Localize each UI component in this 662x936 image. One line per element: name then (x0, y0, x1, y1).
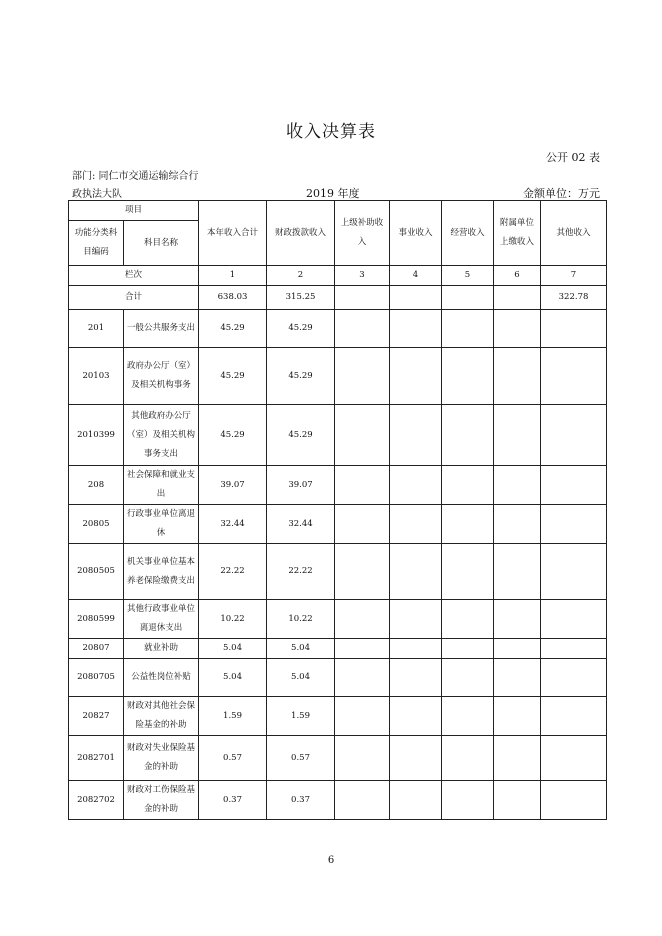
index-cell: 1 (199, 266, 267, 286)
header-col-fiscal: 财政拨款收入 (267, 201, 335, 266)
total-row (69, 286, 607, 310)
row-fiscal-cell: 45.29 (267, 348, 335, 405)
row-fiscal-cell: 39.07 (267, 466, 335, 505)
row-affiliated-cell (494, 544, 541, 600)
index-cell: 4 (390, 266, 442, 286)
row-upper-cell (335, 639, 390, 659)
header-col-business: 事业收入 (390, 201, 442, 266)
row-total-cell: 45.29 (199, 348, 267, 405)
row-total-cell: 22.22 (199, 544, 267, 600)
row-name-cell: 一般公共服务支出 (124, 310, 199, 348)
row-affiliated-cell (494, 697, 541, 736)
row-fiscal-cell: 0.37 (267, 781, 335, 820)
row-fiscal-cell: 1.59 (267, 697, 335, 736)
table-row (69, 544, 607, 600)
row-fiscal-cell: 5.04 (267, 639, 335, 659)
department-line-2: 政执法大队 (72, 189, 122, 200)
header-col-affiliated: 附属单位上缴收入 (494, 201, 541, 266)
table-row (69, 348, 607, 405)
total-cell: 315.25 (267, 286, 335, 310)
row-code-cell: 20805 (69, 505, 124, 544)
row-total-cell: 45.29 (199, 310, 267, 348)
index-cell: 6 (494, 266, 541, 286)
row-code-cell: 20827 (69, 697, 124, 736)
row-business-cell (390, 697, 442, 736)
row-name-cell: 公益性岗位补贴 (124, 659, 199, 697)
total-cell (390, 286, 442, 310)
row-name-cell: 财政对工伤保险基金的补助 (124, 781, 199, 820)
row-affiliated-cell (494, 466, 541, 505)
row-code-cell: 201 (69, 310, 124, 348)
row-affiliated-cell (494, 348, 541, 405)
row-upper-cell (335, 697, 390, 736)
page-number: 6 (327, 855, 335, 866)
row-upper-cell (335, 505, 390, 544)
row-code-cell: 20807 (69, 639, 124, 659)
index-label: 栏次 (69, 266, 199, 286)
row-upper-cell (335, 600, 390, 639)
row-name-cell: 财政对失业保险基金的补助 (124, 736, 199, 781)
row-fiscal-cell: 32.44 (267, 505, 335, 544)
index-cell: 2 (267, 266, 335, 286)
row-affiliated-cell (494, 505, 541, 544)
header-row-1 (69, 201, 607, 221)
row-business-cell (390, 466, 442, 505)
amount-unit: 金额单位：万元 (523, 187, 600, 200)
header-col-upper: 上级补助收入 (335, 201, 390, 266)
row-name-cell: 就业补助 (124, 639, 199, 659)
row-other-cell (541, 639, 607, 659)
table-row (69, 697, 607, 736)
header-subject-name: 科目名称 (124, 221, 199, 266)
index-cell: 3 (335, 266, 390, 286)
row-business-cell (390, 405, 442, 466)
row-code-cell: 2080505 (69, 544, 124, 600)
row-other-cell (541, 310, 607, 348)
row-business-cell (390, 781, 442, 820)
row-other-cell (541, 781, 607, 820)
row-operating-cell (442, 466, 494, 505)
row-total-cell: 39.07 (199, 466, 267, 505)
row-code-cell: 20103 (69, 348, 124, 405)
row-other-cell (541, 505, 607, 544)
row-total-cell: 0.57 (199, 736, 267, 781)
row-total-cell: 45.29 (199, 405, 267, 466)
total-cell: 638.03 (199, 286, 267, 310)
row-affiliated-cell (494, 310, 541, 348)
row-operating-cell (442, 697, 494, 736)
row-name-cell: 社会保障和就业支出 (124, 466, 199, 505)
row-other-cell (541, 544, 607, 600)
row-fiscal-cell: 10.22 (267, 600, 335, 639)
table-row (69, 405, 607, 466)
row-code-cell: 208 (69, 466, 124, 505)
row-other-cell (541, 405, 607, 466)
department-line-1: 部门: 同仁市交通运输综合行 (72, 171, 199, 182)
row-total-cell: 10.22 (199, 600, 267, 639)
row-other-cell (541, 600, 607, 639)
table-row (69, 466, 607, 505)
row-affiliated-cell (494, 781, 541, 820)
table-row (69, 659, 607, 697)
row-code-cell: 2080599 (69, 600, 124, 639)
row-name-cell: 机关事业单位基本养老保险缴费支出 (124, 544, 199, 600)
row-total-cell: 32.44 (199, 505, 267, 544)
row-business-cell (390, 505, 442, 544)
row-upper-cell (335, 736, 390, 781)
row-total-cell: 5.04 (199, 639, 267, 659)
row-code-cell: 2082702 (69, 781, 124, 820)
row-upper-cell (335, 405, 390, 466)
row-name-cell: 政府办公厅（室）及相关机构事务 (124, 348, 199, 405)
index-cell: 7 (541, 266, 607, 286)
header-col-total: 本年收入合计 (199, 201, 267, 266)
row-upper-cell (335, 781, 390, 820)
table-row (69, 505, 607, 544)
row-upper-cell (335, 310, 390, 348)
row-other-cell (541, 736, 607, 781)
row-total-cell: 1.59 (199, 697, 267, 736)
total-cell: 322.78 (541, 286, 607, 310)
row-affiliated-cell (494, 639, 541, 659)
row-code-cell: 2082701 (69, 736, 124, 781)
row-operating-cell (442, 600, 494, 639)
header-project: 项目 (69, 201, 199, 221)
page-title: 收入决算表 (286, 122, 376, 142)
total-cell (494, 286, 541, 310)
row-name-cell: 财政对其他社会保险基金的补助 (124, 697, 199, 736)
income-table (68, 200, 607, 820)
index-row (69, 266, 607, 286)
header-col-other: 其他收入 (541, 201, 607, 266)
row-operating-cell (442, 310, 494, 348)
row-upper-cell (335, 466, 390, 505)
row-operating-cell (442, 348, 494, 405)
row-operating-cell (442, 544, 494, 600)
row-fiscal-cell: 45.29 (267, 310, 335, 348)
total-label: 合计 (69, 286, 199, 310)
row-operating-cell (442, 659, 494, 697)
row-name-cell: 其他行政事业单位离退休支出 (124, 600, 199, 639)
row-affiliated-cell (494, 600, 541, 639)
row-affiliated-cell (494, 659, 541, 697)
row-business-cell (390, 639, 442, 659)
row-other-cell (541, 348, 607, 405)
table-row (69, 310, 607, 348)
total-cell (442, 286, 494, 310)
row-upper-cell (335, 348, 390, 405)
row-business-cell (390, 600, 442, 639)
row-operating-cell (442, 405, 494, 466)
row-total-cell: 5.04 (199, 659, 267, 697)
row-fiscal-cell: 5.04 (267, 659, 335, 697)
row-operating-cell (442, 736, 494, 781)
row-upper-cell (335, 544, 390, 600)
table-row (69, 736, 607, 781)
row-fiscal-cell: 22.22 (267, 544, 335, 600)
total-cell (335, 286, 390, 310)
table-row (69, 781, 607, 820)
fiscal-year: 2019 年度 (306, 187, 360, 200)
row-business-cell (390, 348, 442, 405)
index-cell: 5 (442, 266, 494, 286)
header-func-code: 功能分类科目编码 (69, 221, 124, 266)
row-operating-cell (442, 639, 494, 659)
row-other-cell (541, 697, 607, 736)
row-fiscal-cell: 45.29 (267, 405, 335, 466)
table-row (69, 600, 607, 639)
table-row (69, 639, 607, 659)
form-code: 公开 02 表 (546, 151, 600, 164)
row-other-cell (541, 659, 607, 697)
header-col-operating: 经营收入 (442, 201, 494, 266)
row-name-cell: 其他政府办公厅（室）及相关机构事务支出 (124, 405, 199, 466)
row-upper-cell (335, 659, 390, 697)
row-operating-cell (442, 505, 494, 544)
row-fiscal-cell: 0.57 (267, 736, 335, 781)
row-business-cell (390, 310, 442, 348)
row-name-cell: 行政事业单位离退休 (124, 505, 199, 544)
row-code-cell: 2080705 (69, 659, 124, 697)
row-business-cell (390, 736, 442, 781)
row-operating-cell (442, 781, 494, 820)
row-business-cell (390, 659, 442, 697)
row-affiliated-cell (494, 736, 541, 781)
row-other-cell (541, 466, 607, 505)
row-affiliated-cell (494, 405, 541, 466)
row-total-cell: 0.37 (199, 781, 267, 820)
row-code-cell: 2010399 (69, 405, 124, 466)
row-business-cell (390, 544, 442, 600)
